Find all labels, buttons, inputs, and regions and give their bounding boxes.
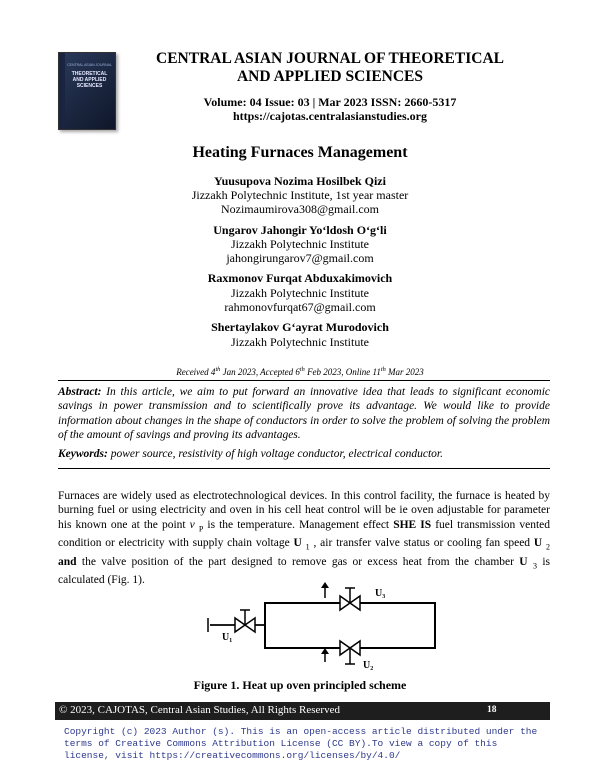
page-number: 18 <box>487 705 497 715</box>
author-affiliation: Jizzakh Polytechnic Institute <box>231 237 369 251</box>
scheme-loop <box>265 603 435 648</box>
journal-url[interactable]: https://cajotas.centralasianstudies.org <box>233 109 427 123</box>
author-email[interactable]: jahongirungarov7@gmail.com <box>226 251 374 265</box>
journal-cover-image <box>58 52 116 130</box>
journal-title-line1: CENTRAL ASIAN JOURNAL OF THEORETICAL <box>156 50 504 67</box>
author-email[interactable]: Nozimaumirova308@gmail.com <box>220 202 379 216</box>
keywords <box>58 448 550 460</box>
label-u3: U₃ <box>375 588 386 599</box>
volume-line: Volume: 04 Issue: 03 | Mar 2023 ISSN: 2660-5317 <box>203 95 457 109</box>
author-affiliation: Jizzakh Polytechnic Institute <box>231 335 369 349</box>
footer-copyright: © 2023, CAJOTAS, Central Asian Studies, All Rights Reserved <box>59 704 340 716</box>
keywords-text: power source, resistivity of high voltage conductor, electrical conductor. <box>107 448 443 460</box>
article-title: Heating Furnaces Management <box>192 144 408 161</box>
label-u1: U₁ <box>222 632 233 643</box>
author-name: Yuusupova Nozima Hosilbek Qizi <box>214 174 386 188</box>
author-name: Shertaylakov G‘ayrat Murodovich <box>211 320 389 334</box>
cover-title: THEORETICAL AND APPLIED SCIENCES <box>71 71 108 89</box>
arrow-up-icon <box>321 582 329 588</box>
received-dates: Received 4th Jan 2023, Accepted 6th Feb 2023, Online 11th Mar 2023 <box>176 366 424 377</box>
figure-caption: Figure 1. Heat up oven principled scheme <box>193 678 407 692</box>
valve-u3 <box>340 588 360 610</box>
author-email[interactable]: rahmonovfurqat67@gmail.com <box>224 300 376 314</box>
valve-u1 <box>235 610 255 632</box>
journal-title-line2: AND APPLIED SCIENCES <box>236 68 424 85</box>
divider <box>58 468 550 469</box>
label-u2: U₂ <box>363 660 374 671</box>
author-affiliation: Jizzakh Polytechnic Institute <box>231 286 369 300</box>
abstract <box>58 385 550 442</box>
abstract-text: In this article, we aim to put forward an innovative idea that leads to significant economic savings in power transmission and to scientifically prove its advantage. We would like to provide information about changes in the shape of conductors in order to solve the problem of solving the problem of the amount of savings and proving its advantages. <box>58 386 550 441</box>
cover-spine <box>59 53 65 129</box>
body-paragraph: Furnaces are widely used as electrotechnological devices. In this control facility, the furnace is heated by burning fuel or using electricity and oven in his cell heat control will be ie oven adjustable for parameter his known one at the point v $_P$ is the temperature. Management effect SHE IS fuel transmission vented condition or electricity with supply chain voltage U $_1$ , air transfer valve status or cooling fan speed U $_2$ and the valve position of the part designed to remove gas or excess heat from the chamber U $_3$ is calculated (Fig. 1). <box>58 490 551 587</box>
cover-small-text: CENTRAL ASIAN JOURNAL <box>67 63 112 67</box>
author-name: Raxmonov Furqat Abduxakimovich <box>207 271 393 285</box>
abstract-label: Abstract: <box>58 386 102 398</box>
divider <box>58 380 550 381</box>
valve-u2 <box>340 641 360 664</box>
heat-oven-scheme-figure <box>200 580 450 672</box>
footer-bar <box>55 702 550 720</box>
journal-title <box>120 50 540 86</box>
author-affiliation: Jizzakh Polytechnic Institute, 1st year master <box>191 188 409 202</box>
author-name: Ungarov Jahongir Yo‘ldosh O‘g‘li <box>213 223 387 237</box>
license-notice[interactable]: Copyright (c) 2023 Author (s). This is an open-access article distributed under the terms of Creative Commons Attribution License (CC BY).To view a copy of this license, visit https://creativecommons.org/licenses/by/4.0/ <box>64 726 538 761</box>
keywords-label: Keywords: <box>58 448 108 460</box>
